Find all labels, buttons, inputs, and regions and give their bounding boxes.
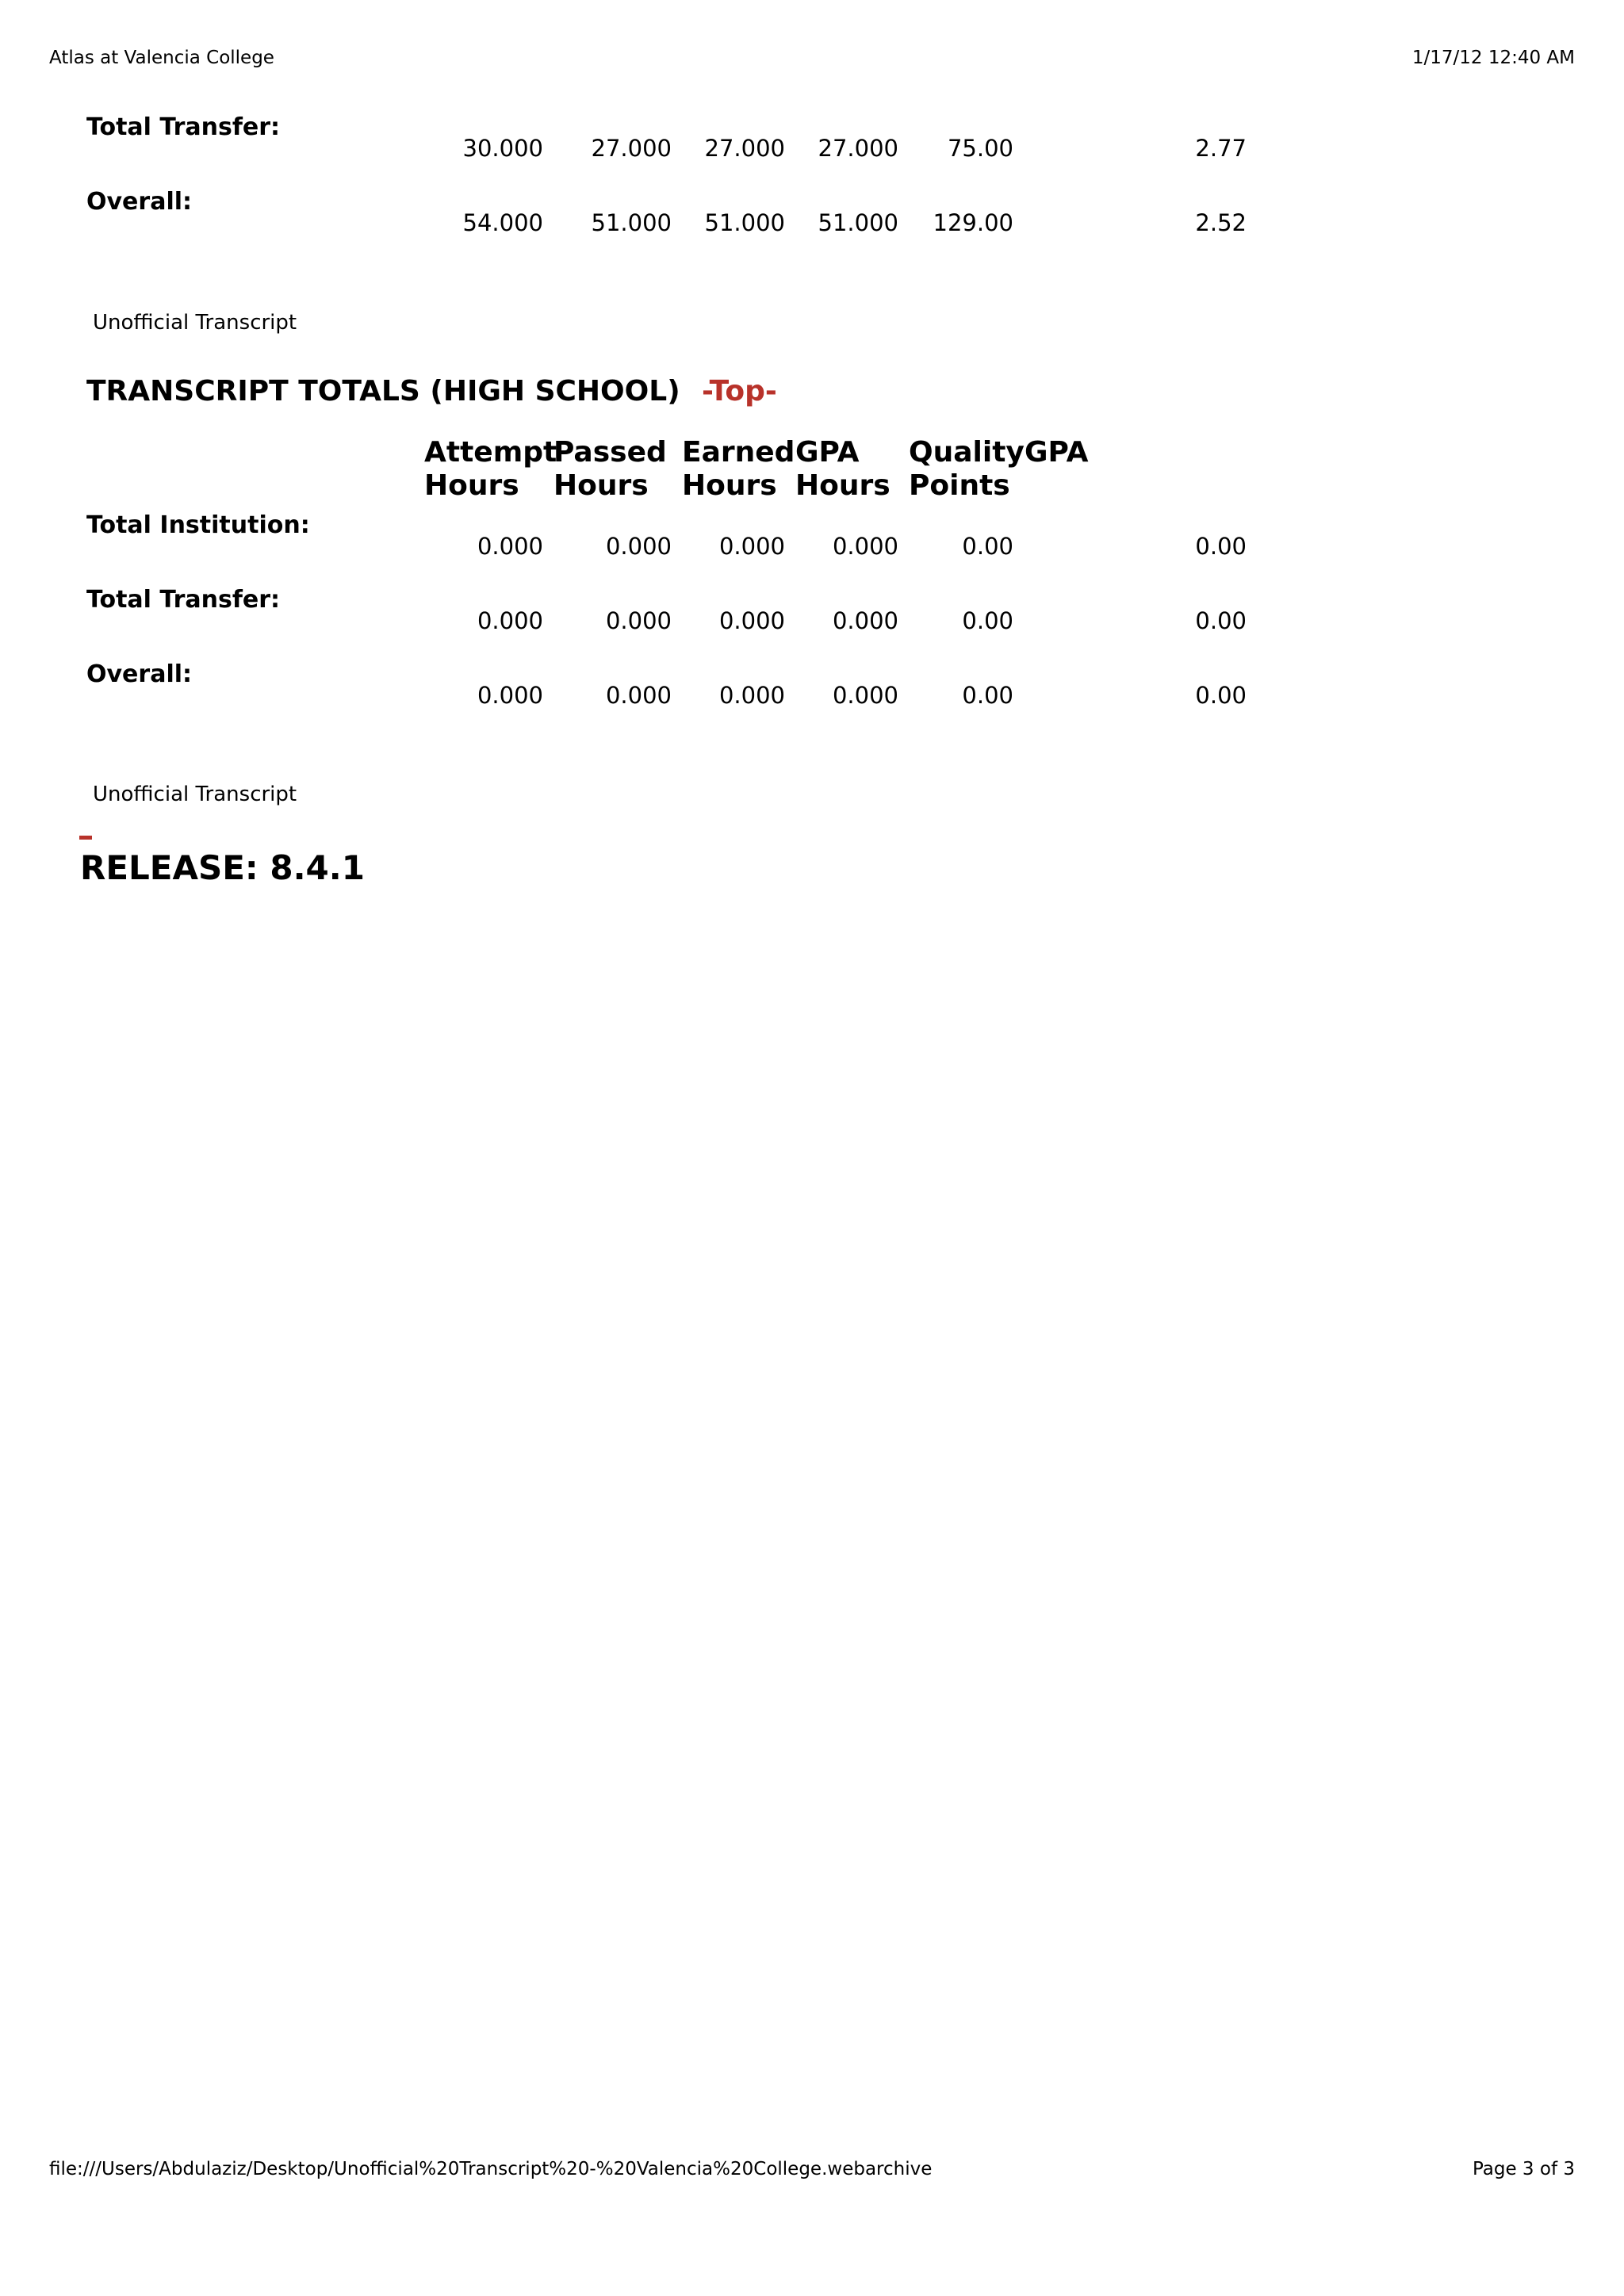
quality-points-value: 0.00 xyxy=(962,607,1013,634)
attempt-hours-value: 54.000 xyxy=(462,209,543,236)
header-line: GPA xyxy=(1025,436,1089,469)
print-footer xyxy=(49,2159,1575,2179)
gpa-hours-value: 0.000 xyxy=(832,607,898,634)
section-title: TRANSCRIPT TOTALS (HIGH SCHOOL) xyxy=(86,375,680,408)
attempt-hours-value: 0.000 xyxy=(477,682,543,709)
earned-hours-value: 51.000 xyxy=(704,209,785,236)
gpa-hours-value: 51.000 xyxy=(818,209,898,236)
gpa-hours-value: 0.000 xyxy=(832,682,898,709)
quality-points-value: 0.00 xyxy=(962,533,1013,560)
header-gpa-hours xyxy=(795,436,891,503)
unofficial-transcript-note: Unofficial Transcript xyxy=(93,311,297,335)
print-header-title: Atlas at Valencia College xyxy=(49,48,274,68)
gpa-value: 2.52 xyxy=(1195,209,1247,236)
header-earned-hours xyxy=(682,436,795,503)
row-label: Overall: xyxy=(86,660,193,688)
header-line: Hours xyxy=(424,469,519,502)
earned-hours-value: 0.000 xyxy=(718,607,785,634)
header-passed-hours xyxy=(553,436,667,503)
passed-hours-value: 0.000 xyxy=(605,533,672,560)
row-label: Total Transfer: xyxy=(86,586,281,614)
row-label: Total Transfer: xyxy=(86,113,281,141)
header-line: Hours xyxy=(682,469,777,502)
quality-points-value: 75.00 xyxy=(947,135,1013,162)
quality-points-value: 0.00 xyxy=(962,682,1013,709)
attempt-hours-value: 30.000 xyxy=(462,135,543,162)
header-line: Hours xyxy=(795,469,891,502)
gpa-value: 0.00 xyxy=(1195,682,1247,709)
header-line: Points xyxy=(909,469,1010,502)
earned-hours-value: 27.000 xyxy=(704,135,785,162)
header-line: Quality xyxy=(909,436,1025,469)
print-header xyxy=(49,48,1575,68)
row-label: Overall: xyxy=(86,188,193,216)
header-line: Passed xyxy=(553,436,667,469)
print-footer-page-number: Page 3 of 3 xyxy=(1472,2159,1575,2179)
print-footer-file-path: file:///Users/Abdulaziz/Desktop/Unofficial%20Transcript%20-%20Valencia%20College.webarchive xyxy=(49,2159,933,2179)
passed-hours-value: 0.000 xyxy=(605,682,672,709)
row-label: Total Institution: xyxy=(86,511,310,539)
unofficial-transcript-note: Unofficial Transcript xyxy=(93,783,297,806)
print-header-datetime: 1/17/12 12:40 AM xyxy=(1411,48,1575,68)
attempt-hours-value: 0.000 xyxy=(477,607,543,634)
top-link[interactable]: -Top- xyxy=(702,375,777,408)
passed-hours-value: 27.000 xyxy=(591,135,672,162)
attempt-hours-value: 0.000 xyxy=(477,533,543,560)
header-line: GPA xyxy=(795,436,860,469)
gpa-value: 0.00 xyxy=(1195,607,1247,634)
gpa-value: 2.77 xyxy=(1195,135,1247,162)
passed-hours-value: 51.000 xyxy=(591,209,672,236)
header-gpa xyxy=(1025,436,1089,469)
quality-points-value: 129.00 xyxy=(933,209,1013,236)
header-attempt-hours xyxy=(424,436,557,503)
header-quality-points xyxy=(909,436,1025,503)
earned-hours-value: 0.000 xyxy=(718,533,785,560)
gpa-hours-value: 27.000 xyxy=(818,135,898,162)
release-version: RELEASE: 8.4.1 xyxy=(80,848,365,887)
header-line: Earned xyxy=(682,436,795,469)
passed-hours-value: 0.000 xyxy=(605,607,672,634)
earned-hours-value: 0.000 xyxy=(718,682,785,709)
gpa-hours-value: 0.000 xyxy=(832,533,898,560)
gpa-value: 0.00 xyxy=(1195,533,1247,560)
header-line: Attempt xyxy=(424,436,557,469)
header-line: Hours xyxy=(553,469,649,502)
anchor-link[interactable] xyxy=(79,836,92,840)
